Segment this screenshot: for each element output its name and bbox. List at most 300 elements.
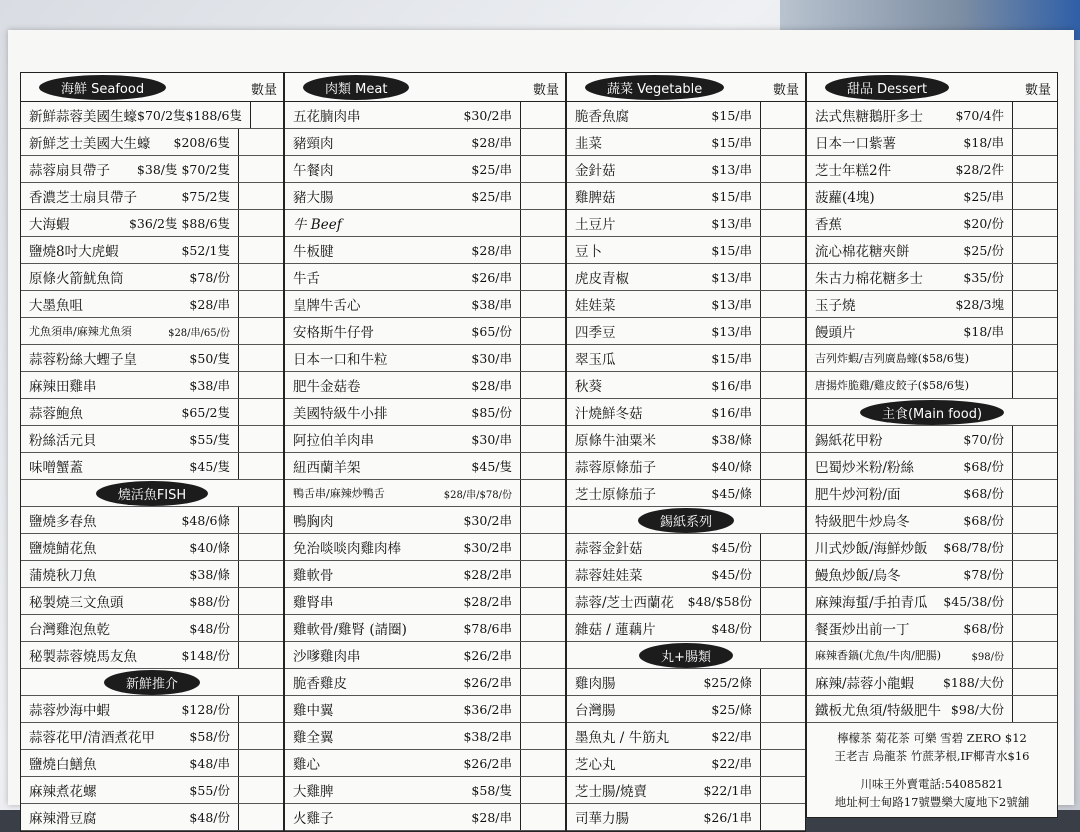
item-price: $28/2串	[463, 567, 512, 582]
item-name: 雞全翼	[293, 730, 334, 746]
item-name: 午餐肉	[293, 163, 334, 179]
menu-item-row	[21, 561, 283, 588]
menu-item-row	[285, 804, 565, 831]
menu-item-row	[567, 156, 805, 183]
item-price: $55/份	[189, 783, 230, 798]
menu-item-row	[285, 102, 565, 129]
item-name: 鹽燒多春魚	[29, 514, 97, 530]
item-price: $45/份	[711, 540, 752, 555]
item-name: 豬大腸	[293, 190, 334, 206]
item-price: $58/隻	[471, 783, 512, 798]
quantity-cell[interactable]	[760, 669, 805, 695]
quantity-cell[interactable]	[238, 561, 283, 587]
item-price: $26/串	[471, 270, 512, 285]
item-price: $30/串	[471, 351, 512, 366]
menu-item-row	[21, 129, 283, 156]
menu-item-row	[567, 777, 805, 804]
item-name: 豬頸肉	[293, 136, 334, 152]
quantity-cell[interactable]	[1012, 129, 1057, 155]
item-price: $48/$58份	[687, 594, 752, 609]
menu-item-row	[285, 453, 565, 480]
item-price: $70/4件	[955, 108, 1004, 123]
item-price: $68/78/份	[943, 540, 1004, 555]
quantity-cell[interactable]	[760, 534, 805, 560]
item-name: 蒜蓉鮑魚	[29, 406, 83, 422]
item-name: 司華力腸	[575, 811, 629, 827]
section-title: 海鮮 Seafood	[39, 75, 166, 100]
quantity-cell[interactable]	[238, 399, 283, 425]
item-name: 香濃芝士扇貝帶子	[29, 190, 137, 206]
item-price: $28/串	[471, 243, 512, 258]
menu-item-row	[807, 480, 1057, 507]
section-title: 肉類 Meat	[303, 75, 409, 100]
item-price: $28/2件	[955, 162, 1004, 177]
menu-item-row	[285, 318, 565, 345]
quantity-cell[interactable]	[1012, 345, 1057, 371]
quantity-cell[interactable]	[520, 399, 565, 425]
quantity-cell[interactable]	[520, 453, 565, 479]
subsection-title: 丸+腸類	[639, 643, 733, 668]
item-price: $38/2串	[463, 729, 512, 744]
quantity-header: 數量	[250, 83, 277, 98]
quantity-cell[interactable]	[238, 750, 283, 776]
item-price: $30/2串	[463, 513, 512, 528]
item-price: $15/串	[711, 189, 752, 204]
item-name: 雞脾菇	[575, 190, 616, 206]
column-header	[567, 73, 805, 102]
item-price: $48/份	[711, 621, 752, 636]
quantity-cell[interactable]	[1012, 237, 1057, 263]
item-price: $78/份	[963, 567, 1004, 582]
drinks-note	[807, 723, 1057, 817]
quantity-cell[interactable]	[238, 453, 283, 479]
quantity-cell[interactable]	[1012, 426, 1057, 452]
item-price: $13/串	[711, 216, 752, 231]
item-name: 雞腎串	[293, 595, 334, 611]
item-price: $26/2串	[463, 675, 512, 690]
menu-item-row	[807, 669, 1057, 696]
menu-item-row	[807, 183, 1057, 210]
item-price: $22/1串	[703, 783, 752, 798]
seafood-column	[20, 72, 284, 832]
item-name: 新鮮蒜蓉美國生蠔	[29, 109, 137, 125]
quantity-cell[interactable]	[520, 237, 565, 263]
item-price: $25/2條	[703, 675, 752, 690]
item-name: 四季豆	[575, 325, 616, 341]
quantity-cell[interactable]	[760, 804, 805, 830]
quantity-cell[interactable]	[520, 264, 565, 290]
meat-column	[284, 72, 566, 832]
quantity-cell[interactable]	[238, 264, 283, 290]
menu-item-row	[21, 750, 283, 777]
quantity-cell[interactable]	[760, 777, 805, 803]
item-name: 蒜蓉花甲/清酒煮花甲	[29, 730, 156, 746]
item-name: 饅頭片	[815, 325, 856, 341]
item-price: $68/份	[963, 486, 1004, 501]
quantity-cell[interactable]	[760, 561, 805, 587]
quantity-cell[interactable]	[238, 804, 283, 830]
item-name: 新鮮芝士美國大生蠔	[29, 136, 151, 152]
item-price: $52/1隻	[181, 243, 230, 258]
menu-item-row	[21, 183, 283, 210]
quantity-cell[interactable]	[760, 723, 805, 749]
item-name: 雞軟骨	[293, 568, 334, 584]
item-price: $25/串	[471, 189, 512, 204]
quantity-cell[interactable]	[520, 291, 565, 317]
menu-item-row	[807, 453, 1057, 480]
menu-item-row	[21, 615, 283, 642]
item-name: 川式炒飯/海鮮炒飯	[815, 541, 928, 557]
item-name: 韭菜	[575, 136, 602, 152]
item-price: $85/份	[471, 405, 512, 420]
menu-item-row	[567, 615, 805, 642]
item-name: 原條火箭魷魚筒	[29, 271, 124, 287]
item-name: 汁燒鮮冬菇	[575, 406, 643, 422]
menu-item-row	[285, 723, 565, 750]
menu-item-row	[285, 372, 565, 399]
menu-item-row	[567, 723, 805, 750]
quantity-cell[interactable]	[1012, 588, 1057, 614]
item-name: 美國特級牛小排	[293, 406, 388, 422]
quantity-cell[interactable]	[238, 318, 283, 344]
item-name: 台灣腸	[575, 703, 616, 719]
quantity-header: 數量	[1024, 83, 1051, 98]
quantity-cell[interactable]	[238, 723, 283, 749]
quantity-cell[interactable]	[760, 480, 805, 506]
quantity-cell[interactable]	[520, 480, 565, 506]
quantity-cell[interactable]	[520, 777, 565, 803]
item-name: 皇牌牛舌心	[293, 298, 361, 314]
item-name: 肥牛金菇卷	[293, 379, 361, 395]
menu-item-row	[285, 777, 565, 804]
item-price: $16/串	[711, 378, 752, 393]
quantity-cell[interactable]	[238, 183, 283, 209]
quantity-cell[interactable]	[1012, 453, 1057, 479]
menu-item-row	[285, 129, 565, 156]
quantity-cell[interactable]	[238, 210, 283, 236]
item-name: 鹽燒8吋大虎蝦	[29, 244, 119, 260]
quantity-cell[interactable]	[1012, 480, 1057, 506]
quantity-cell[interactable]	[238, 372, 283, 398]
item-price: $48/6條	[181, 513, 230, 528]
quantity-cell[interactable]	[760, 345, 805, 371]
quantity-cell[interactable]	[238, 588, 283, 614]
subsection-header	[567, 507, 805, 534]
quantity-cell[interactable]	[1012, 534, 1057, 560]
quantity-cell[interactable]	[1012, 507, 1057, 533]
menu-item-row	[21, 588, 283, 615]
quantity-cell[interactable]	[1012, 615, 1057, 641]
item-name: 雞肉腸	[575, 676, 616, 692]
item-name: 雞中翼	[293, 703, 334, 719]
item-price: $45/隻	[471, 459, 512, 474]
item-name: 五花腩肉串	[293, 109, 361, 125]
quantity-cell[interactable]	[238, 237, 283, 263]
quantity-cell[interactable]	[520, 696, 565, 722]
menu-item-row	[285, 615, 565, 642]
quantity-cell[interactable]	[520, 588, 565, 614]
menu-item-row	[807, 210, 1057, 237]
menu-item-row	[285, 588, 565, 615]
quantity-cell[interactable]	[238, 129, 283, 155]
item-price: $15/串	[711, 108, 752, 123]
quantity-cell[interactable]	[1012, 642, 1057, 668]
quantity-cell[interactable]	[760, 399, 805, 425]
item-price: $58/份	[189, 729, 230, 744]
quantity-cell[interactable]	[520, 129, 565, 155]
quantity-cell[interactable]	[760, 372, 805, 398]
menu-item-row	[567, 804, 805, 831]
quantity-cell[interactable]	[520, 318, 565, 344]
menu-item-row	[21, 372, 283, 399]
subsection-header	[807, 399, 1057, 426]
quantity-cell[interactable]	[238, 507, 283, 533]
quantity-cell[interactable]	[1012, 210, 1057, 236]
menu-item-row	[567, 750, 805, 777]
quantity-cell[interactable]	[1012, 669, 1057, 695]
item-name: 芝心丸	[575, 757, 616, 773]
menu-item-row	[807, 129, 1057, 156]
quantity-cell[interactable]	[238, 777, 283, 803]
quantity-cell[interactable]	[238, 291, 283, 317]
item-price: $68/份	[963, 621, 1004, 636]
item-name: 法式焦糖鵝肝多士	[815, 109, 923, 125]
quantity-cell[interactable]	[1012, 183, 1057, 209]
item-name: 脆香雞皮	[293, 676, 347, 692]
item-price: $28/串/$78/份	[443, 489, 512, 501]
item-price: $38/條	[189, 567, 230, 582]
item-name: 翠玉瓜	[575, 352, 616, 368]
quantity-cell[interactable]	[760, 615, 805, 641]
quantity-cell[interactable]	[760, 156, 805, 182]
item-price: $36/2串	[463, 702, 512, 717]
quantity-cell[interactable]	[760, 318, 805, 344]
menu-item-row	[567, 372, 805, 399]
quantity-cell[interactable]	[520, 183, 565, 209]
quantity-cell[interactable]	[520, 723, 565, 749]
item-name: 麻辣/蒜蓉小龍蝦	[815, 676, 915, 692]
column-header	[285, 73, 565, 102]
item-name: 大雞脾	[293, 784, 334, 800]
menu-item-row	[567, 129, 805, 156]
item-price: $38/串	[189, 378, 230, 393]
quantity-cell[interactable]	[760, 237, 805, 263]
item-price: $28/2串	[463, 594, 512, 609]
quantity-cell[interactable]	[520, 534, 565, 560]
menu-item-row	[21, 156, 283, 183]
quantity-cell[interactable]	[1012, 102, 1057, 128]
item-price: $45/條	[711, 486, 752, 501]
item-name: 鰻魚炒飯/烏冬	[815, 568, 901, 584]
item-name: 菠蘿(4塊)	[815, 190, 875, 206]
subsection-header	[21, 669, 283, 696]
quantity-cell[interactable]	[520, 156, 565, 182]
item-price: $38/條	[711, 432, 752, 447]
quantity-cell[interactable]	[238, 345, 283, 371]
item-name: 大墨魚咀	[29, 298, 83, 314]
quantity-cell[interactable]	[1012, 291, 1057, 317]
quantity-cell[interactable]	[760, 750, 805, 776]
quantity-cell[interactable]	[238, 642, 283, 668]
item-name: 特級肥牛炒烏冬	[815, 514, 910, 530]
subsection-title: 錫紙系列	[638, 508, 734, 533]
item-price: $45/38/份	[943, 594, 1004, 609]
quantity-cell[interactable]	[520, 750, 565, 776]
item-price: $68/份	[963, 459, 1004, 474]
quantity-cell[interactable]	[520, 345, 565, 371]
item-name: 免治啖啖肉雞肉棒	[293, 541, 401, 557]
item-name: 阿拉伯羊肉串	[293, 433, 374, 449]
quantity-cell[interactable]	[238, 156, 283, 182]
quantity-cell[interactable]	[520, 669, 565, 695]
item-name: 芝士腸/燒賣	[575, 784, 648, 800]
menu-item-row	[285, 183, 565, 210]
item-price: $45/隻	[189, 459, 230, 474]
menu-item-row	[807, 372, 1057, 399]
item-name: 麻辣田雞串	[29, 379, 97, 395]
menu-item-row	[567, 210, 805, 237]
menu-item-row	[567, 345, 805, 372]
item-price: $208/6隻	[173, 135, 230, 150]
item-price: $28/串	[471, 378, 512, 393]
quantity-cell[interactable]	[760, 291, 805, 317]
quantity-cell[interactable]	[238, 534, 283, 560]
quantity-cell[interactable]	[760, 453, 805, 479]
item-name: 秘製燒三文魚頭	[29, 595, 124, 611]
menu-item-row	[285, 399, 565, 426]
item-price: $18/串	[963, 324, 1004, 339]
menu-item-row	[285, 426, 565, 453]
quantity-cell[interactable]	[760, 183, 805, 209]
item-name: 唐揚炸脆雞/雞皮餃子($58/6隻)	[815, 379, 969, 392]
menu-item-row	[21, 696, 283, 723]
quantity-cell[interactable]	[1012, 561, 1057, 587]
quantity-cell[interactable]	[250, 102, 283, 128]
menu-item-row	[21, 318, 283, 345]
item-name: 娃娃菜	[575, 298, 616, 314]
item-name: 脆香魚腐	[575, 109, 629, 125]
quantity-header: 數量	[532, 83, 559, 98]
quantity-cell[interactable]	[760, 129, 805, 155]
item-name: 蒜蓉娃娃菜	[575, 568, 643, 584]
menu-item-row	[807, 642, 1057, 669]
item-price: $25/串	[963, 189, 1004, 204]
quantity-cell[interactable]	[238, 426, 283, 452]
item-price: $15/串	[711, 243, 752, 258]
menu-item-row	[567, 453, 805, 480]
item-price: $35/份	[963, 270, 1004, 285]
quantity-cell[interactable]	[760, 102, 805, 128]
menu-item-row	[21, 102, 283, 129]
item-name: 鴨胸肉	[293, 514, 334, 530]
quantity-cell[interactable]	[520, 210, 565, 236]
menu-item-row	[807, 264, 1057, 291]
subsection-title: 燒活魚FISH	[96, 481, 208, 506]
menu-item-row	[807, 696, 1057, 723]
item-price: $70/2隻$188/6隻	[137, 108, 242, 123]
column-header	[807, 73, 1057, 102]
menu-item-row	[807, 318, 1057, 345]
item-name: 安格斯牛仔骨	[293, 325, 374, 341]
item-name: 土豆片	[575, 217, 616, 233]
item-price: $13/串	[711, 297, 752, 312]
quantity-cell[interactable]	[520, 615, 565, 641]
menu-item-row	[567, 696, 805, 723]
item-name: 巴蜀炒米粉/粉絲	[815, 460, 915, 476]
item-price: $28/串	[471, 135, 512, 150]
item-name: 味噌蟹蓋	[29, 460, 83, 476]
quantity-cell[interactable]	[1012, 372, 1057, 398]
quantity-cell[interactable]	[238, 696, 283, 722]
item-name: 雜菇 / 蓮藕片	[575, 622, 656, 638]
menu-item-row	[567, 318, 805, 345]
item-price: $16/串	[711, 405, 752, 420]
item-name: 香蕉	[815, 217, 842, 233]
quantity-cell[interactable]	[520, 507, 565, 533]
quantity-cell[interactable]	[520, 642, 565, 668]
menu-item-row	[21, 507, 283, 534]
quantity-cell[interactable]	[760, 426, 805, 452]
item-price: $25/條	[711, 702, 752, 717]
item-price: $28/串	[189, 297, 230, 312]
shop-address: 地址柯士甸路17號豐樂大廈地下2號舖	[834, 795, 1030, 809]
item-name: 吉列炸蝦/吉列廣島蠔($58/6隻)	[815, 352, 969, 365]
item-name: 蒜蓉/芝士西蘭花	[575, 595, 675, 611]
item-name: 朱古力棉花糖多士	[815, 271, 923, 287]
item-name: 麻辣香鍋(尤魚/牛肉/肥腸)	[815, 649, 941, 662]
item-price: $13/串	[711, 162, 752, 177]
quantity-cell[interactable]	[760, 696, 805, 722]
quantity-cell[interactable]	[760, 264, 805, 290]
item-price: $188/大份	[942, 675, 1004, 690]
phone-number: 川味王外賣電話:54085821	[860, 777, 1004, 791]
quantity-cell[interactable]	[238, 615, 283, 641]
menu-item-row	[285, 507, 565, 534]
quantity-cell[interactable]	[520, 102, 565, 128]
item-name: 流心棉花糖夾餅	[815, 244, 910, 260]
menu-item-row	[807, 426, 1057, 453]
item-price: $28/3塊	[955, 297, 1004, 312]
menu-item-row	[21, 399, 283, 426]
item-price: $13/串	[711, 270, 752, 285]
item-price: $30/串	[471, 432, 512, 447]
quantity-cell[interactable]	[520, 561, 565, 587]
quantity-cell[interactable]	[520, 804, 565, 830]
quantity-cell[interactable]	[520, 372, 565, 398]
quantity-cell[interactable]	[1012, 264, 1057, 290]
menu-item-row	[285, 237, 565, 264]
item-price: $25/串	[471, 162, 512, 177]
item-price: $38/隻 $70/2隻	[136, 162, 230, 177]
menu-item-row	[21, 534, 283, 561]
menu-item-row	[285, 156, 565, 183]
item-price: $48/份	[189, 621, 230, 636]
quantity-cell[interactable]	[760, 588, 805, 614]
menu-item-row	[21, 264, 283, 291]
quantity-cell[interactable]	[1012, 696, 1057, 722]
vegetable-column	[566, 72, 806, 832]
section-title: 蔬菜 Vegetable	[585, 75, 724, 100]
item-name: 秘製蒜蓉燒馬友魚	[29, 649, 137, 665]
quantity-cell[interactable]	[520, 426, 565, 452]
item-price: $128/份	[181, 702, 230, 717]
item-name: 蒜蓉扇貝帶子	[29, 163, 110, 179]
quantity-cell[interactable]	[1012, 156, 1057, 182]
menu-item-row	[285, 480, 565, 507]
menu-item-row	[567, 588, 805, 615]
quantity-cell[interactable]	[1012, 318, 1057, 344]
quantity-cell[interactable]	[760, 210, 805, 236]
